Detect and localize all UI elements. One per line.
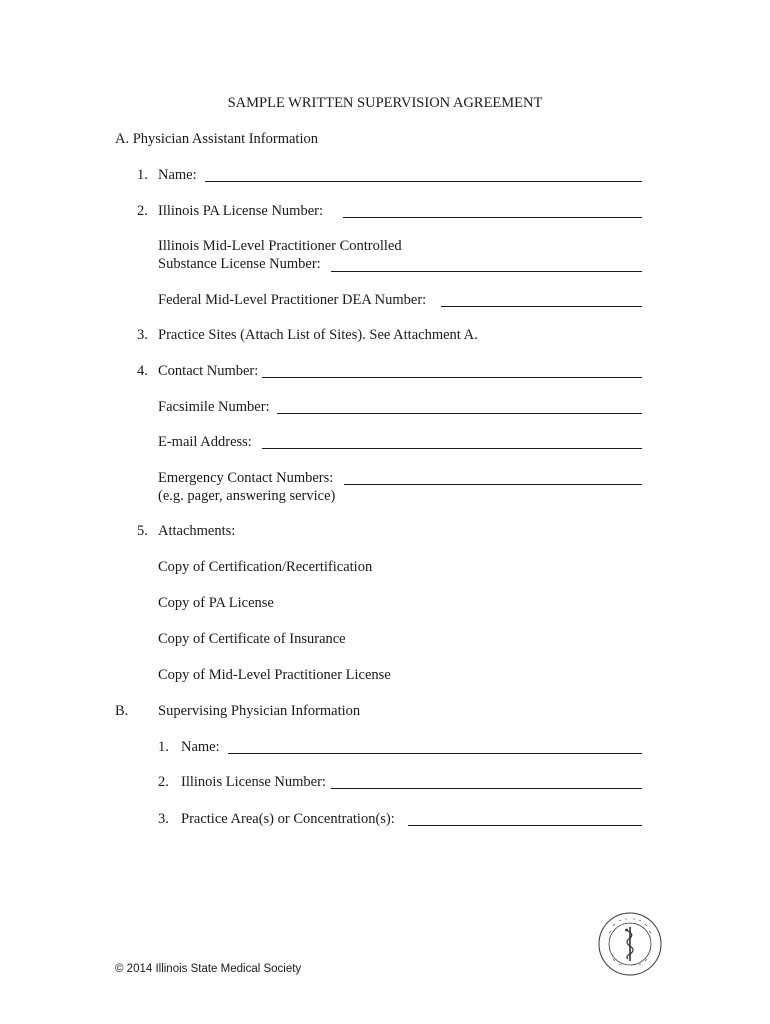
pa-license-label: Illinois PA License Number: <box>158 203 323 219</box>
dea-number-field[interactable] <box>441 306 642 307</box>
practice-area-field[interactable] <box>408 825 642 826</box>
section-b-heading: Supervising Physician Information <box>158 703 361 719</box>
emergency-contact-field[interactable] <box>344 484 642 485</box>
attachment-item: Copy of Certificate of Insurance <box>158 631 346 647</box>
practice-area-label: Practice Area(s) or Concentration(s): <box>181 811 395 827</box>
facsimile-label: Facsimile Number: <box>158 399 270 415</box>
email-label: E-mail Address: <box>158 434 252 450</box>
emergency-contact-label: Emergency Contact Numbers: <box>158 470 334 486</box>
attachment-item: Copy of Certification/Recertification <box>158 559 373 575</box>
attachment-item: Copy of PA License <box>158 595 274 611</box>
emergency-contact-note: (e.g. pager, answering service) <box>158 488 336 504</box>
pa-item-5-number: 5. <box>137 523 148 539</box>
pa-name-label: Name: <box>158 167 197 183</box>
physician-name-label: Name: <box>181 739 220 755</box>
contact-number-label: Contact Number: <box>158 363 259 379</box>
pa-item-1-number: 1. <box>137 167 148 183</box>
contact-number-field[interactable] <box>262 377 642 378</box>
physician-name-field[interactable] <box>228 753 642 754</box>
attachments-label: Attachments: <box>158 523 236 539</box>
copyright-footer: © 2014 Illinois State Medical Society <box>115 963 302 975</box>
attachment-item: Copy of Mid-Level Practitioner License <box>158 667 391 683</box>
controlled-substance-field[interactable] <box>331 271 642 272</box>
document-title: SAMPLE WRITTEN SUPERVISION AGREEMENT <box>227 95 543 111</box>
pa-item-2-number: 2. <box>137 203 148 219</box>
physician-license-field[interactable] <box>331 788 642 789</box>
email-field[interactable] <box>262 448 642 449</box>
controlled-substance-label-line1: Illinois Mid-Level Practitioner Controlled <box>158 238 402 254</box>
physician-item-2-number: 2. <box>158 774 169 790</box>
pa-license-field[interactable] <box>343 217 642 218</box>
pa-name-field[interactable] <box>205 181 642 182</box>
controlled-substance-label-line2: Substance License Number: <box>158 256 321 272</box>
section-a-heading: A. Physician Assistant Information <box>115 131 318 147</box>
section-b-letter: B. <box>115 703 129 719</box>
facsimile-field[interactable] <box>277 413 642 414</box>
medical-society-seal-icon <box>597 911 663 977</box>
pa-item-4-number: 4. <box>137 363 148 379</box>
physician-license-label: Illinois License Number: <box>181 774 326 790</box>
practice-sites-label: Practice Sites (Attach List of Sites). See Attachment A. <box>158 327 478 343</box>
physician-item-3-number: 3. <box>158 811 169 827</box>
dea-number-label: Federal Mid-Level Practitioner DEA Number: <box>158 292 427 308</box>
pa-item-3-number: 3. <box>137 327 148 343</box>
physician-item-1-number: 1. <box>158 739 169 755</box>
